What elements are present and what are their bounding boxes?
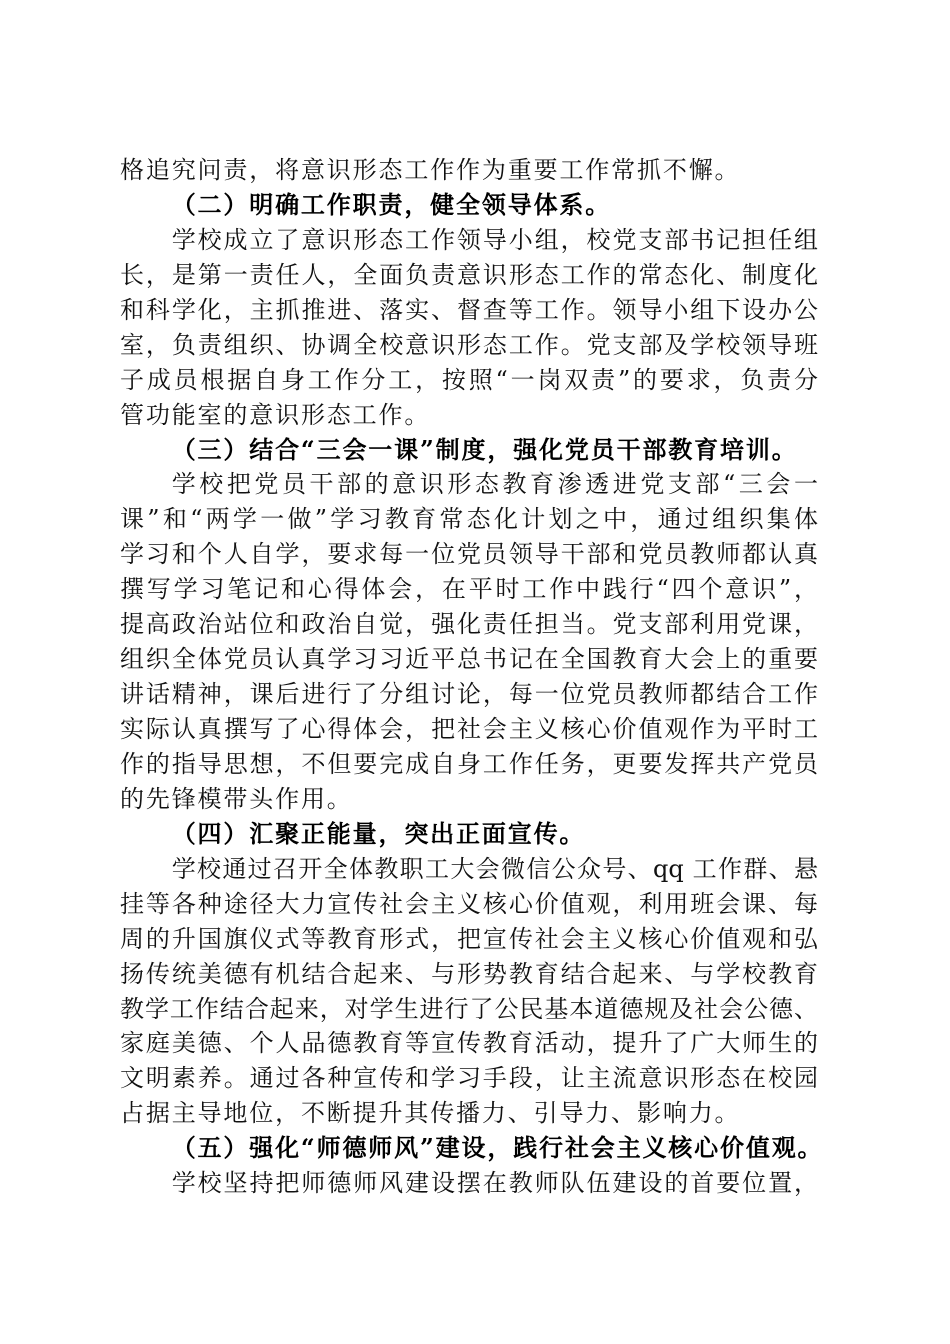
text-line: 室，负责组织、协调全校意识形态工作。党支部及学校领导班: [120, 330, 818, 359]
section-heading-3: （三）结合“三会一课”制度，强化党员干部教育培训。: [171, 434, 798, 464]
text-line: 挂等各种途径大力宣传社会主义核心价值观，利用班会课、每: [120, 889, 818, 918]
text-line: 实际认真撰写了心得体会，把社会主义核心价值观作为平时工: [120, 715, 818, 743]
text-line: 格追究问责，将意识形态工作作为重要工作常抓不懈。: [120, 156, 741, 184]
text-line: 学校把党员干部的意识形态教育渗透进党支部“三会一: [171, 470, 818, 499]
text-line: 撰写学习笔记和心得体会，在平时工作中践行“四个意识”，: [120, 575, 818, 604]
text-line: 文明素养。通过各种宣传和学习手段，让主流意识形态在校园: [120, 1064, 818, 1093]
paragraph-leadership-system: [120, 223, 818, 433]
text-line: 提高政治站位和政治自觉，强化责任担当。党支部利用党课，: [120, 610, 818, 639]
document-body: [120, 153, 824, 1201]
text-line: 组织全体党员认真学习习近平总书记在全国教育大会上的重要: [120, 645, 818, 674]
text-line: 学校通过召开全体教职工大会微信公众号、qq 工作群、悬: [171, 854, 818, 883]
text-line: 学校成立了意识形态工作领导小组，校党支部书记担任组: [171, 225, 818, 254]
text-line: 子成员根据自身工作分工，按照“一岗双责”的要求，负责分: [120, 365, 818, 394]
section-heading-2: （二）明确工作职责，健全领导体系。: [171, 189, 612, 219]
text-line: 家庭美德、个人品德教育等宣传教育活动，提升了广大师生的: [120, 1029, 818, 1058]
text-line: 扬传统美德有机结合起来、与形势教育结合起来、与学校教育: [120, 959, 818, 988]
text-line: 作的指导思想，不但要完成自身工作任务，更要发挥共产党员: [120, 749, 818, 778]
text-line: 周的升国旗仪式等教育形式，把宣传社会主义核心价值观和弘: [120, 924, 818, 953]
paragraph-teacher-ethics: [120, 1166, 818, 1201]
text-line: 和科学化，主抓推进、落实、督查等工作。领导小组下设办公: [120, 295, 818, 324]
paragraph-party-education: [120, 467, 818, 816]
text-line: 课”和“两学一做”学习教育常态化计划之中，通过组织集体: [120, 505, 818, 534]
text-line: 的先锋模带头作用。: [120, 784, 353, 813]
paragraph-continuation: [120, 153, 818, 188]
section-heading-4: （四）汇聚正能量，突出正面宣传。: [171, 818, 586, 848]
text-line: 占据主导地位，不断提升其传播力、引导力、影响力。: [120, 1099, 741, 1128]
section-heading-5: （五）强化“师德师风”建设，践行社会主义核心价值观。: [171, 1133, 824, 1163]
text-line: 教学工作结合起来，对学生进行了公民基本道德规及社会公德、: [120, 994, 818, 1023]
text-line: 学习和个人自学，要求每一位党员领导干部和党员教师都认真: [120, 540, 818, 569]
paragraph-positive-publicity: [120, 852, 818, 1132]
text-line: 讲话精神，课后进行了分组讨论，每一位党员教师都结合工作: [120, 680, 818, 709]
text-line: 长，是第一责任人，全面负责意识形态工作的常态化、制度化: [120, 260, 818, 289]
text-line: 管功能室的意识形态工作。: [120, 400, 431, 429]
text-line: 学校坚持把师德师风建设摆在教师队伍建设的首要位置，: [171, 1169, 818, 1198]
